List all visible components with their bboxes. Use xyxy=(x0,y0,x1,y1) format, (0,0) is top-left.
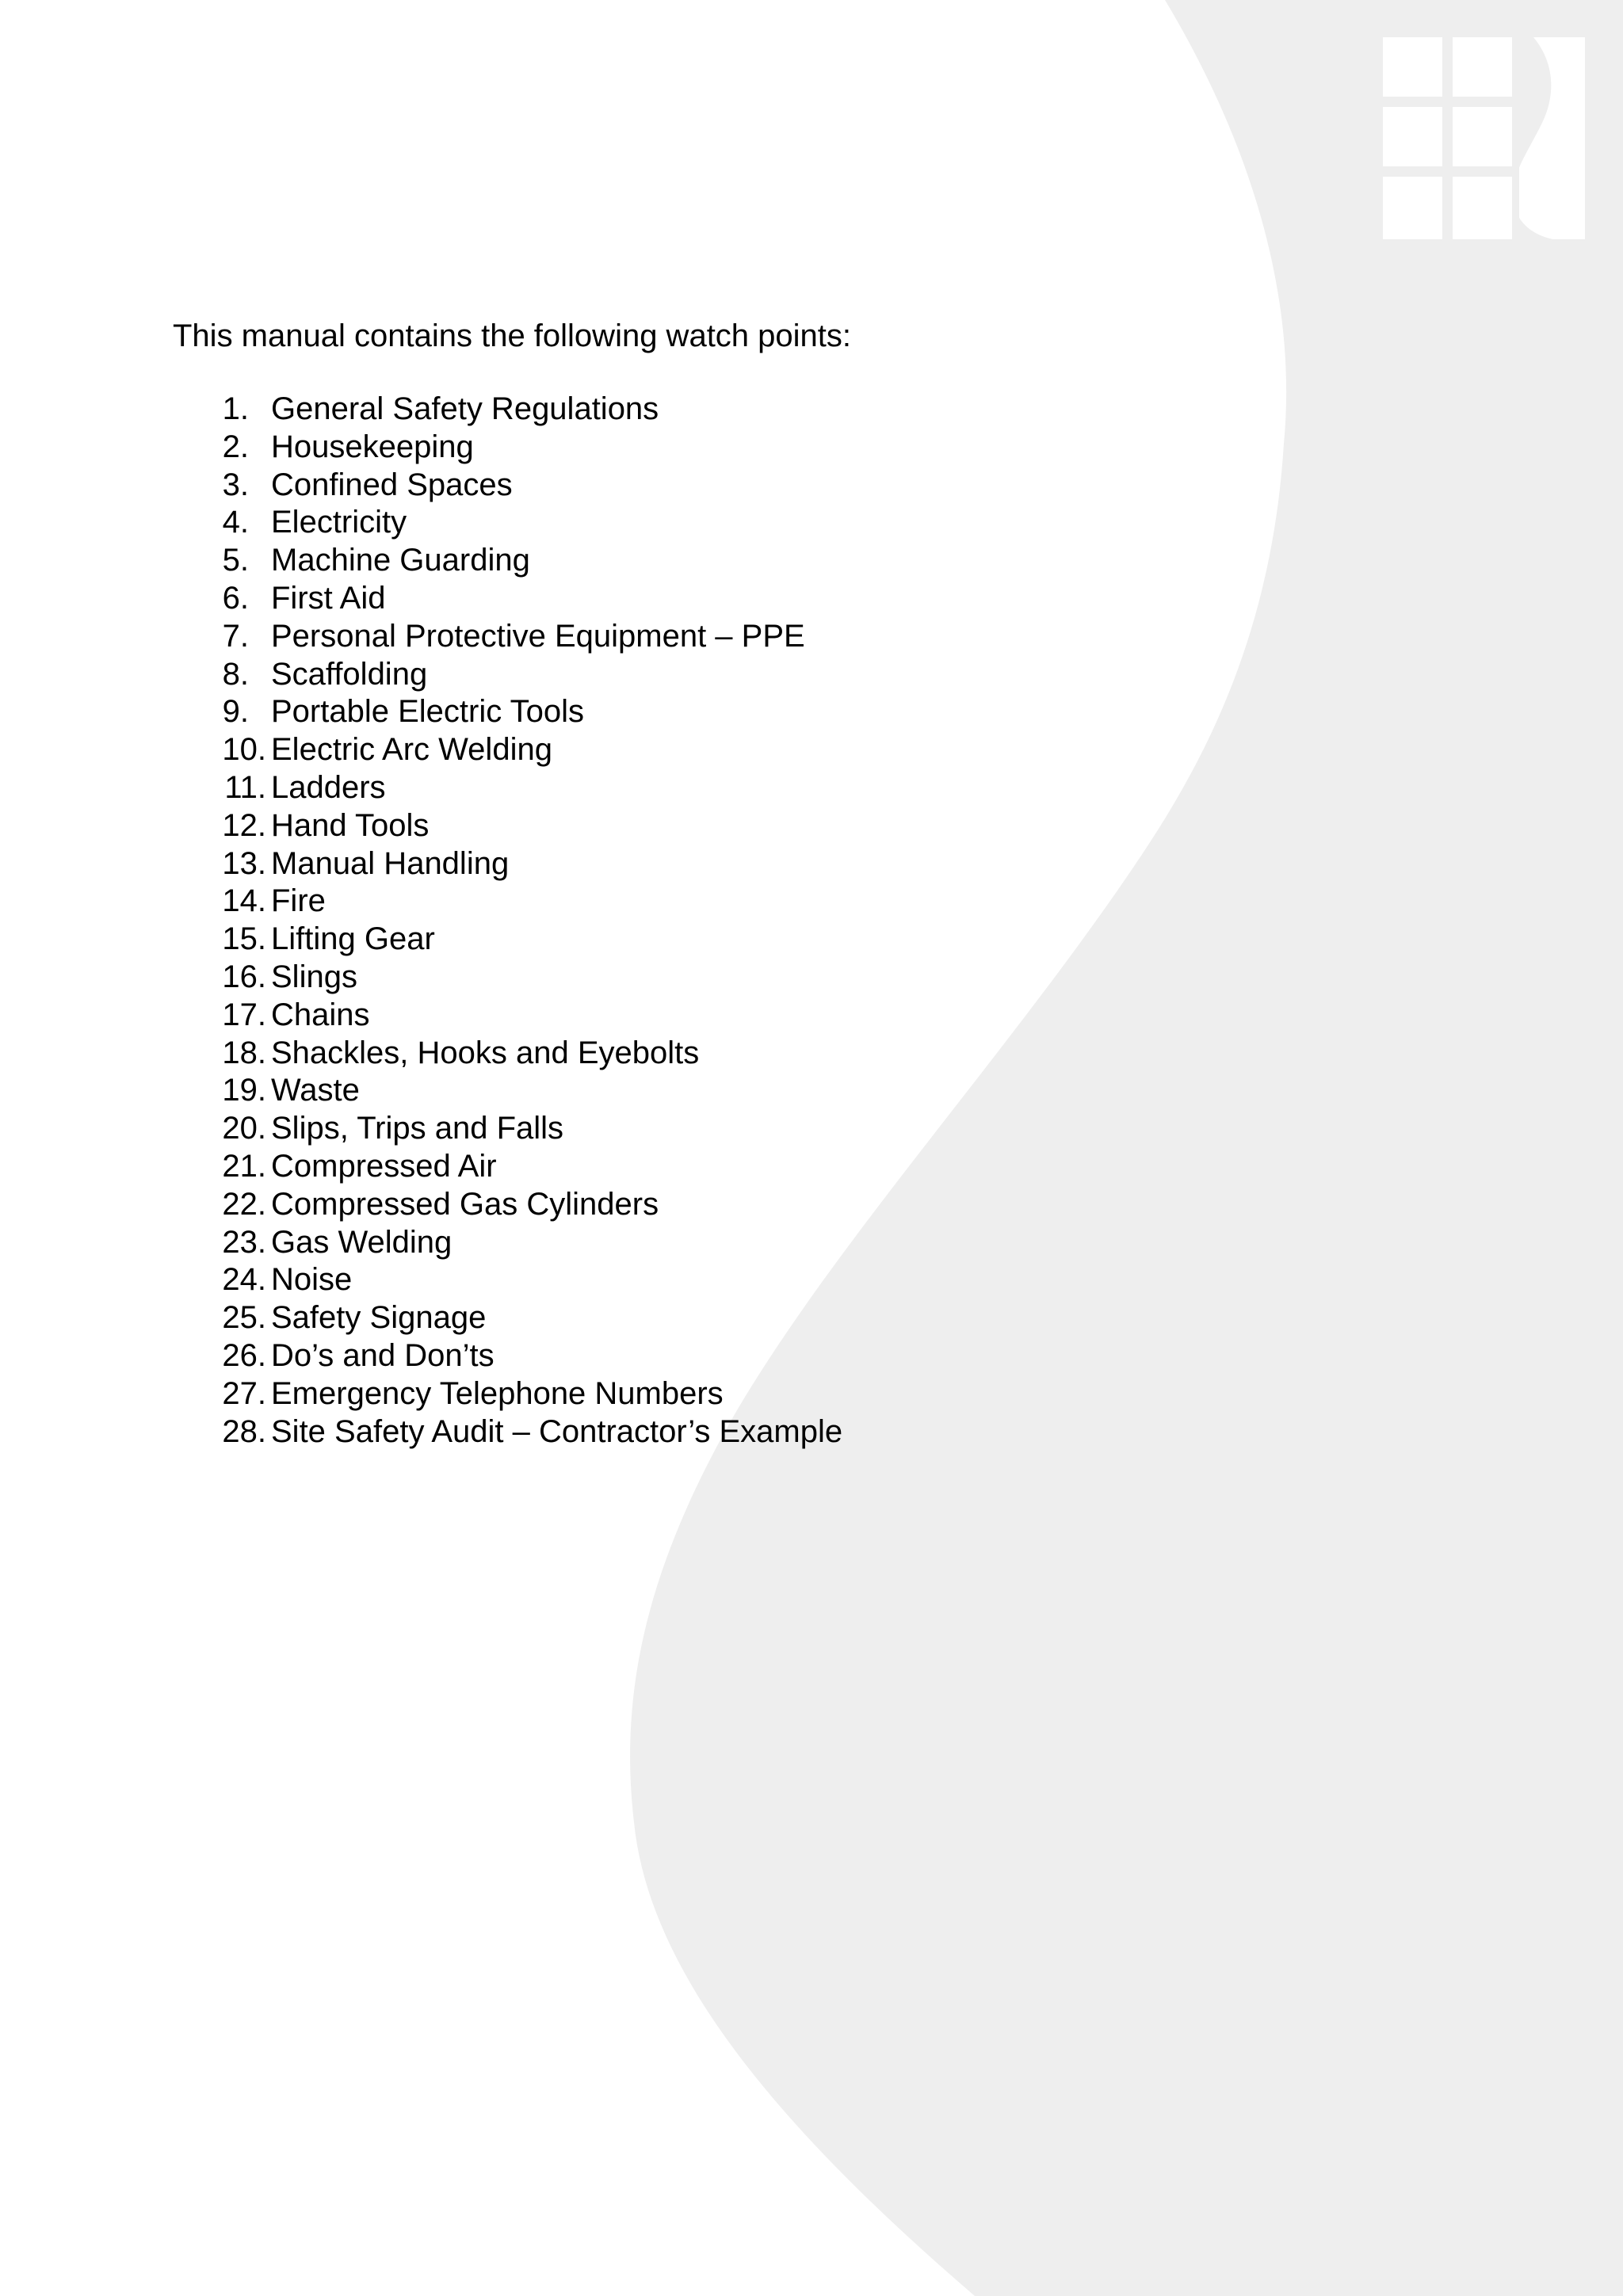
list-item-label: Do’s and Don’ts xyxy=(271,1337,495,1373)
list-item-number: 14. xyxy=(222,883,266,919)
list-item-label: Electric Arc Welding xyxy=(271,732,552,768)
list-item-label: Scaffolding xyxy=(271,656,428,692)
list-item-label: Lifting Gear xyxy=(271,921,435,957)
list-item xyxy=(173,1035,842,1073)
list-item-number: 6. xyxy=(222,580,249,616)
list-item-number: 5. xyxy=(222,543,249,578)
list-item xyxy=(173,656,842,694)
list-item xyxy=(173,921,842,959)
list-item xyxy=(173,1148,842,1186)
list-item-label: Machine Guarding xyxy=(271,543,530,578)
list-item-number: 2. xyxy=(222,429,249,464)
list-item xyxy=(173,1186,842,1224)
list-item xyxy=(173,1261,842,1299)
list-item-number: 23. xyxy=(222,1224,266,1260)
list-item xyxy=(173,391,842,429)
list-item xyxy=(173,429,842,467)
list-item xyxy=(173,580,842,618)
watch-points-list xyxy=(173,391,842,1451)
list-item xyxy=(173,769,842,807)
list-item-number: 3. xyxy=(222,467,249,502)
list-item-label: Shackles, Hooks and Eyebolts xyxy=(271,1035,700,1070)
list-item-label: Hand Tools xyxy=(271,807,430,843)
list-item-label: Manual Handling xyxy=(271,845,510,881)
list-item-number: 16. xyxy=(222,959,266,994)
list-item-number: 27. xyxy=(222,1375,266,1411)
list-item-label: Personal Protective Equipment – PPE xyxy=(271,618,805,654)
list-item xyxy=(173,693,842,731)
list-item-label: Slips, Trips and Falls xyxy=(271,1111,564,1146)
list-item-number: 19. xyxy=(222,1073,266,1108)
list-item-label: Fire xyxy=(271,883,326,919)
list-item-number: 20. xyxy=(222,1111,266,1146)
list-item xyxy=(173,1337,842,1375)
list-item-number: 10. xyxy=(222,732,266,768)
list-item-number: 18. xyxy=(222,1035,266,1070)
list-item-label: Noise xyxy=(271,1262,353,1298)
list-item-number: 8. xyxy=(222,656,249,692)
list-item-label: Slings xyxy=(271,959,357,994)
company-logo-icon xyxy=(1383,37,1585,239)
list-item-label: Ladders xyxy=(271,769,386,805)
list-item xyxy=(173,1072,842,1110)
list-item xyxy=(173,1413,842,1451)
list-item xyxy=(173,1299,842,1337)
list-item-number: 21. xyxy=(222,1148,266,1184)
list-item-number: 22. xyxy=(222,1186,266,1222)
list-item-number: 26. xyxy=(222,1337,266,1373)
list-item-number: 12. xyxy=(222,807,266,843)
list-item-label: Portable Electric Tools xyxy=(271,694,584,730)
list-item-label: Confined Spaces xyxy=(271,467,513,502)
list-item xyxy=(173,997,842,1035)
list-item-label: Emergency Telephone Numbers xyxy=(271,1375,724,1411)
list-item-label: Electricity xyxy=(271,505,407,540)
list-item-number: 1. xyxy=(222,391,249,426)
intro-text: This manual contains the following watch points: xyxy=(173,318,852,353)
list-item xyxy=(173,1375,842,1413)
list-item xyxy=(173,807,842,845)
list-item-number: 7. xyxy=(222,618,249,654)
list-item-number: 24. xyxy=(222,1262,266,1298)
list-item xyxy=(173,845,842,883)
list-item-label: First Aid xyxy=(271,580,386,616)
list-item-number: 11. xyxy=(224,769,266,805)
list-item-label: Site Safety Audit – Contractor’s Example xyxy=(271,1413,843,1449)
list-item-label: Chains xyxy=(271,997,370,1032)
list-item xyxy=(173,1110,842,1148)
list-item-number: 28. xyxy=(222,1413,266,1449)
list-item-label: Waste xyxy=(271,1073,360,1108)
list-item-number: 15. xyxy=(222,921,266,957)
list-item-label: General Safety Regulations xyxy=(271,391,659,426)
list-item-number: 4. xyxy=(222,505,249,540)
list-item-label: Compressed Gas Cylinders xyxy=(271,1186,659,1222)
list-item-number: 9. xyxy=(222,694,249,730)
list-item xyxy=(173,959,842,997)
list-item-label: Compressed Air xyxy=(271,1148,497,1184)
list-item-label: Safety Signage xyxy=(271,1300,487,1336)
list-item-label: Housekeeping xyxy=(271,429,474,464)
list-item xyxy=(173,542,842,580)
list-item xyxy=(173,883,842,921)
list-item-number: 25. xyxy=(222,1300,266,1336)
list-item xyxy=(173,618,842,656)
list-item-number: 13. xyxy=(222,845,266,881)
list-item xyxy=(173,731,842,769)
list-item xyxy=(173,467,842,505)
list-item-number: 17. xyxy=(222,997,266,1032)
list-item xyxy=(173,1224,842,1262)
list-item xyxy=(173,504,842,542)
list-item-label: Gas Welding xyxy=(271,1224,453,1260)
